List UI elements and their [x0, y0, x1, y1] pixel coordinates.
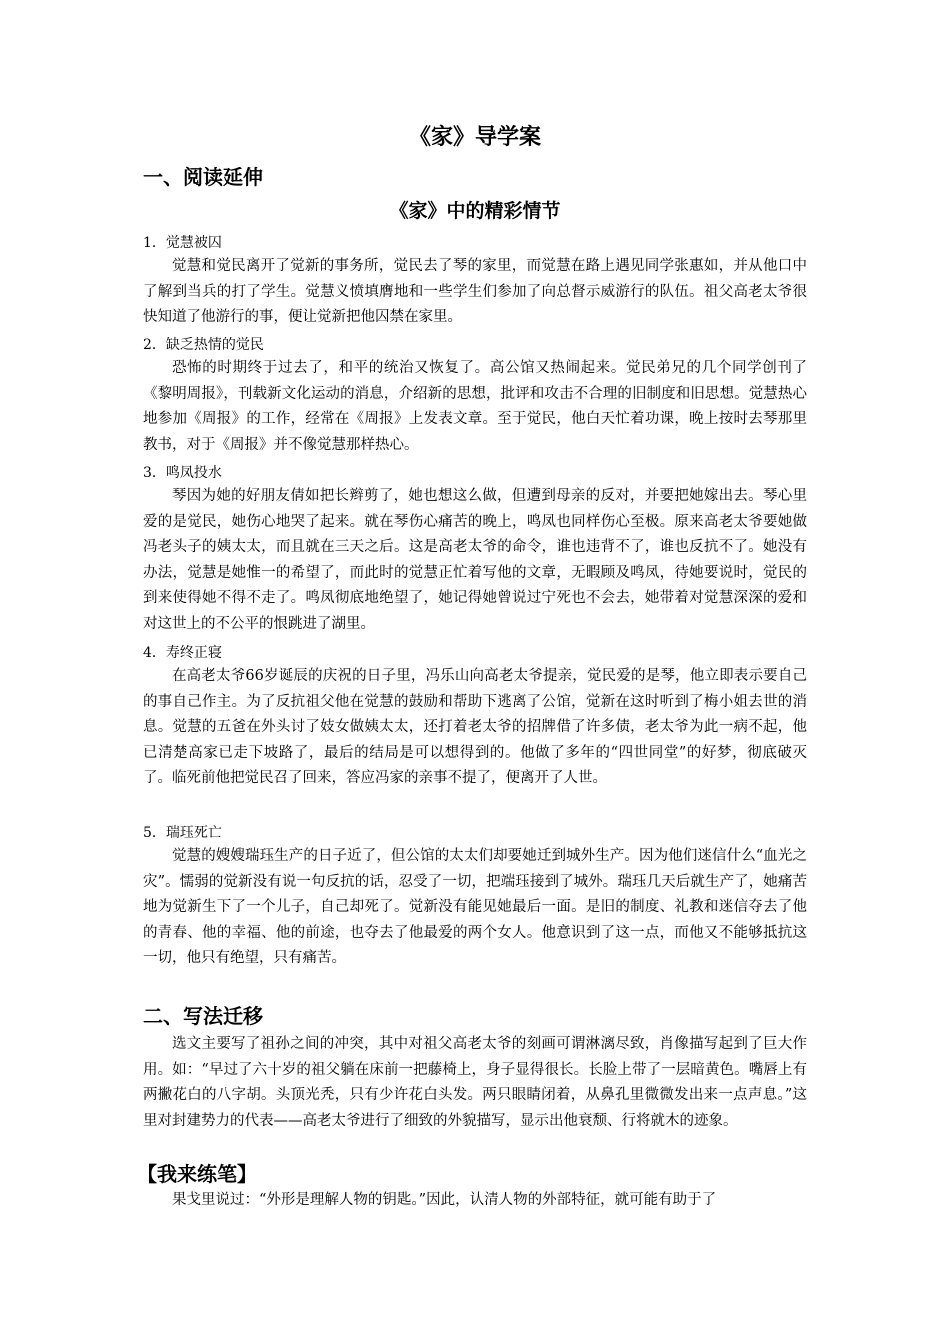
section-subtitle: 《家》中的精彩情节 — [389, 200, 561, 222]
item-paragraph-1: 觉慧和觉民离开了觉新的事务所，觉民去了琴的家里，而觉慧在路上遇见同学张惠如，并从他口中了解到当兵的打了学生。觉慧义愤填膺地和一些学生们参加了向总督示威游行的队伍。祖父高老太爷很快知道了他游行的事，便让觉新把他囚禁在家里。 — [143, 258, 807, 325]
section-heading-reading: 一、阅读延伸 — [143, 165, 263, 189]
practice-paragraph: 果戈里说过：“外形是理解人物的钥匙。”因此，认清人物的外部特征，就可能有助于了 — [172, 1192, 717, 1208]
document-title: 《家》导学案 — [408, 125, 541, 150]
practice-heading: 【我来练笔】 — [137, 1162, 257, 1186]
item-paragraph-3: 琴因为她的好朋友倩如把长辫剪了，她也想这么做，但遭到母亲的反对，并要把她嫁出去。琴心里爱的是觉民，她伤心地哭了起来。就在琴伤心痛苦的晚上，鸣凤也同样伤心至极。原来高老太爷要她做冯老头子的姨太太，而且就在三天之后。这是高老太爷的命令，谁也违背不了，谁也反抗不了。她没有办法，觉慧是她惟一的希望了，而此时的觉慧正忙着写他的文章，无暇顾及鸣凤，待她要说时，觉民的到来使得她不得不走了。鸣凤彻底地绝望了，她记得她曾说过宁死也不会去，她带着对觉慧深深的爱和对这世上的不公平的恨跳进了湖里。 — [143, 488, 807, 632]
item-title-5: 5．瑞珏死亡 — [143, 825, 222, 841]
section-paragraph-writing: 选文主要写了祖孙之间的冲突，其中对祖父高老太爷的刻画可谓淋漓尽致，肖像描写起到了巨大作用。如：“早过了六十岁的祖父躺在床前一把藤椅上，身子显得很长。长脸上带了一层暗黄色。嘴唇上有两撇花白的八字胡。头顶光秃，只有少许花白头发。两只眼睛闭着，从鼻孔里微微发出来一点声息。”这里对封建势力的代表——高老太爷进行了细致的外貌描写，显示出他衰颓、行将就木的迹象。 — [143, 1036, 807, 1129]
item-title-4: 4．寿终正寝 — [143, 645, 222, 661]
item-paragraph-5: 觉慧的嫂嫂瑞珏生产的日子近了，但公馆的太太们却要她迁到城外生产。因为他们迷信什么“血光之灾”。懦弱的觉新没有说一句反抗的话，忍受了一切，把端珏接到了城外。瑞珏几天后就生产了，她痛苦地为觉新生下了一个儿子，自己却死了。觉新没有能见她最后一面。是旧的制度、礼教和迷信夺去了他的青春、他的幸福、他的前途，也夺去了他最爱的两个女人。他意识到了这一点，而他又不能够抵抗这一切，他只有绝望，只有痛苦。 — [143, 848, 807, 966]
item-title-2: 2．缺乏热情的觉民 — [143, 337, 264, 353]
item-title-1: 1．觉慧被囚 — [143, 235, 222, 251]
item-title-3: 3．鸣凤投水 — [143, 465, 222, 481]
section-heading-writing: 二、写法迁移 — [143, 1004, 263, 1028]
item-paragraph-4: 在高老太爷66岁诞辰的庆祝的日子里，冯乐山向高老太爷提亲，觉民爱的是琴，他立即表示要自己的事自己作主。为了反抗祖父他在觉慧的鼓励和帮助下逃离了公馆，觉新在这时听到了梅小姐去世的消息。觉慧的五爸在外头讨了妓女做姨太太，还打着老太爷的招牌借了许多债，老太爷为此一病不起，他已清楚高家已走下坡路了，最后的结局是可以想得到的。他做了多年的“四世同堂”的好梦，彻底破灭了。临死前他把觉民召了回来，答应冯家的亲事不提了，便离开了人世。 — [143, 668, 807, 786]
item-paragraph-2: 恐怖的时期终于过去了，和平的统治又恢复了。高公馆又热闹起来。觉民弟兄的几个同学创刊了《黎明周报》，刊载新文化运动的消息，介绍新的思想，批评和攻击不合理的旧制度和旧思想。觉慧热心地参加《周报》的工作，经常在《周报》上发表文章。至于觉民，他白天忙着功课，晚上按时去琴那里教书，对于《周报》并不像觉慧那样热心。 — [143, 360, 807, 453]
